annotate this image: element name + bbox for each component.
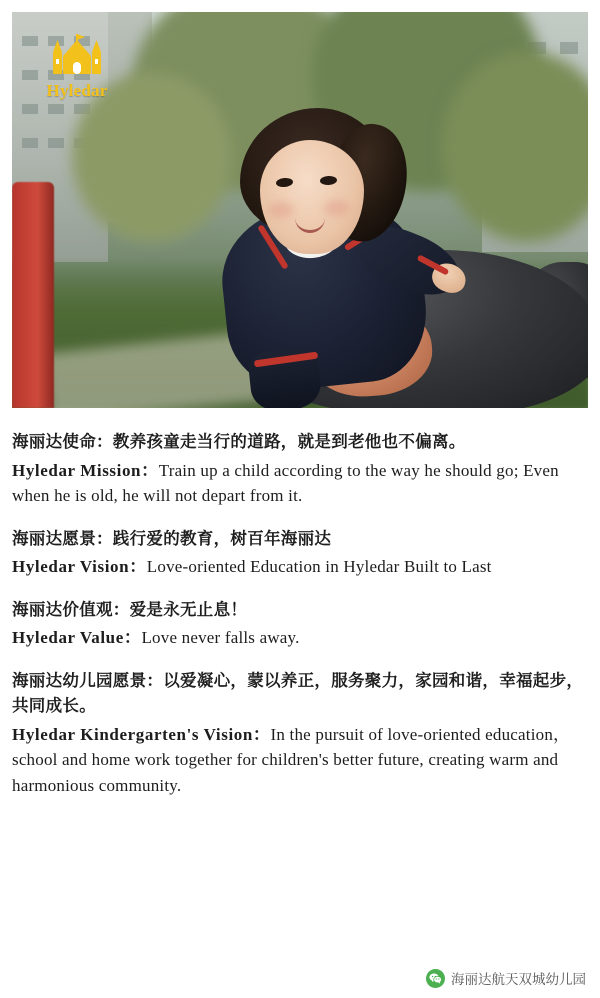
kindergarten-vision-en-label: Hyledar Kindergarten's Vision：	[12, 724, 271, 744]
child-face	[260, 140, 364, 254]
castle-icon	[49, 34, 105, 80]
brand-logo-text: Hyledar	[46, 81, 108, 100]
kindergarten-vision-en-text: In the pursuit of love-oriented education，school and home work together for children's better future, creating warm and harmonious community.	[12, 724, 571, 795]
vision-en-text: Love-oriented Education in Hyledar Built to Last	[146, 557, 492, 577]
kindergarten-vision-en	[12, 722, 590, 799]
mission-en-label: Hyledar Mission：	[12, 460, 159, 480]
footer-account[interactable]	[426, 968, 586, 988]
hero-image	[12, 12, 588, 408]
mission-block	[12, 430, 590, 509]
brand-logo	[38, 34, 116, 104]
value-block	[12, 598, 590, 651]
value-en	[12, 625, 590, 651]
red-post	[12, 182, 54, 408]
footer-account-name: 海丽达航天双城幼儿园	[451, 972, 586, 987]
kindergarten-vision-cn: 海丽达幼儿园愿景：以爱凝心，蒙以养正，服务聚力，家园和谐，幸福起步，共同成长。	[12, 671, 584, 716]
mission-en-text: Train up a child according to the way he should go; Even when he is old, he will not depart from it.	[12, 460, 559, 506]
mission-cn: 海丽达使命：教养孩童走当行的道路，就是到老他也不偏离。	[12, 433, 466, 451]
mission-en	[12, 458, 590, 509]
value-en-label: Hyledar Value：	[12, 628, 142, 648]
vision-en-label: Hyledar Vision：	[12, 557, 147, 577]
kindergarten-vision-block	[12, 669, 590, 799]
value-cn: 海丽达价值观：爱是永无止息！	[12, 600, 248, 619]
vision-cn: 海丽达愿景：践行爱的教育，树百年海丽达	[12, 529, 332, 548]
value-en-text: Love never falls away.	[141, 628, 300, 648]
wechat-icon	[426, 969, 445, 988]
vision-en	[12, 554, 590, 580]
vision-block	[12, 527, 590, 580]
text-content	[12, 430, 590, 816]
child-cheek	[268, 202, 294, 218]
child-cheek	[324, 200, 350, 216]
